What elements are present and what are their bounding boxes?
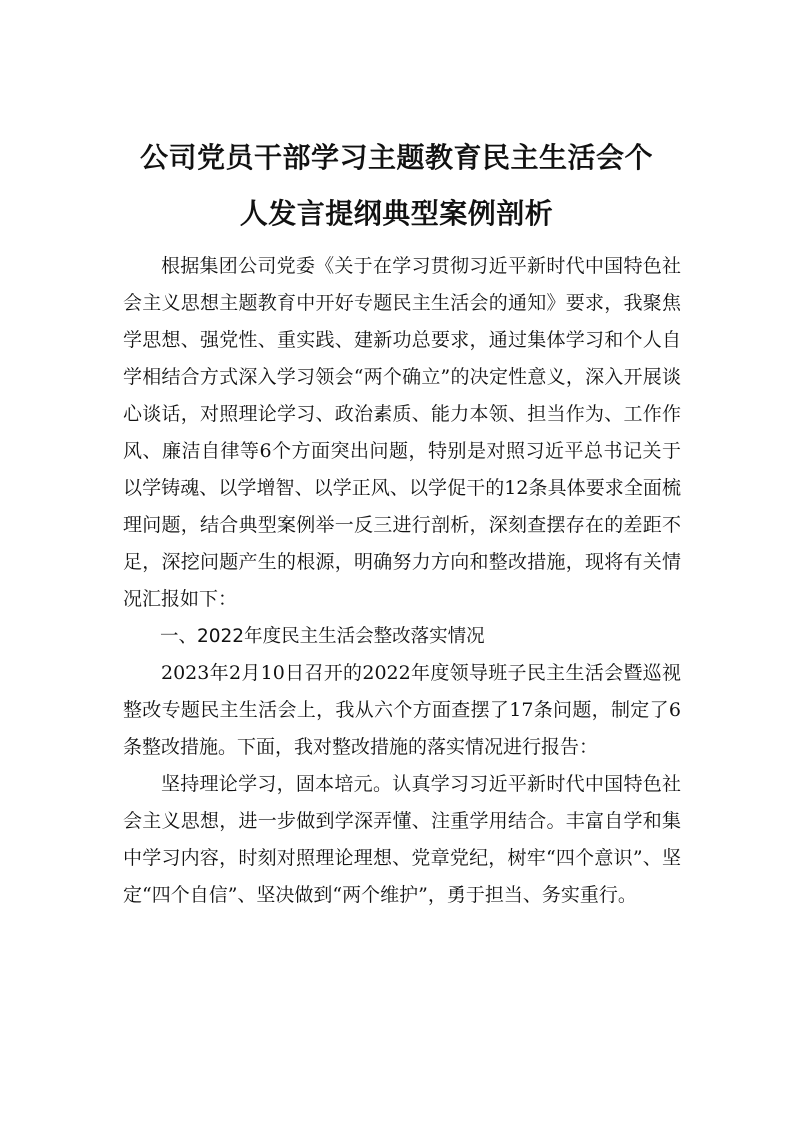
document-title-line-2: 人发言提纲典型案例剖析 [239, 197, 554, 230]
body-paragraph: 坚持理论学习，固本培元。认真学习习近平新时代中国特色社会主义思想，进一步做到学深弄懂、注重学用结合。丰富自学和集中学习内容，时刻对照理论理想、党章党纪，树牢“四个意识”、坚定“四个自信”、坚决做到“两个维护”，勇于担当、务实重行。 [123, 773, 681, 906]
document-title-line-1: 公司党员干部学习主题教育民主生活会个 [139, 141, 653, 174]
body-paragraph: 2023年2月10日召开的2022年度领导班子民主生活会暨巡视整改专题民主生活会上，我从六个方面查摆了17条问题，制定了6条整改措施。下面，我对整改措施的落实情况进行报告： [123, 662, 681, 758]
document-body [123, 248, 681, 914]
intro-paragraph: 根据集团公司党委《关于在学习贯彻习近平新时代中国特色社会主义思想主题教育中开好专题民主生活会的通知》要求，我聚焦学思想、强党性、重实践、建新功总要求，通过集体学习和个人自学相结合方式深入学习领会“两个确立”的决定性意义，深入开展谈心谈话，对照理论学习、政治素质、能力本领、担当作为、工作作风、廉洁自律等6个方面突出问题，特别是对照习近平总书记关于以学铸魂、以学增智、以学正风、以学促干的12条具体要求全面梳理问题，结合典型案例举一反三进行剖析，深刻查摆存在的差距不足，深挖问题产生的根源，明确努力方向和整改措施，现将有关情况汇报如下： [123, 255, 681, 610]
section-heading: 一、2022年度民主生活会整改落实情况 [160, 626, 485, 647]
